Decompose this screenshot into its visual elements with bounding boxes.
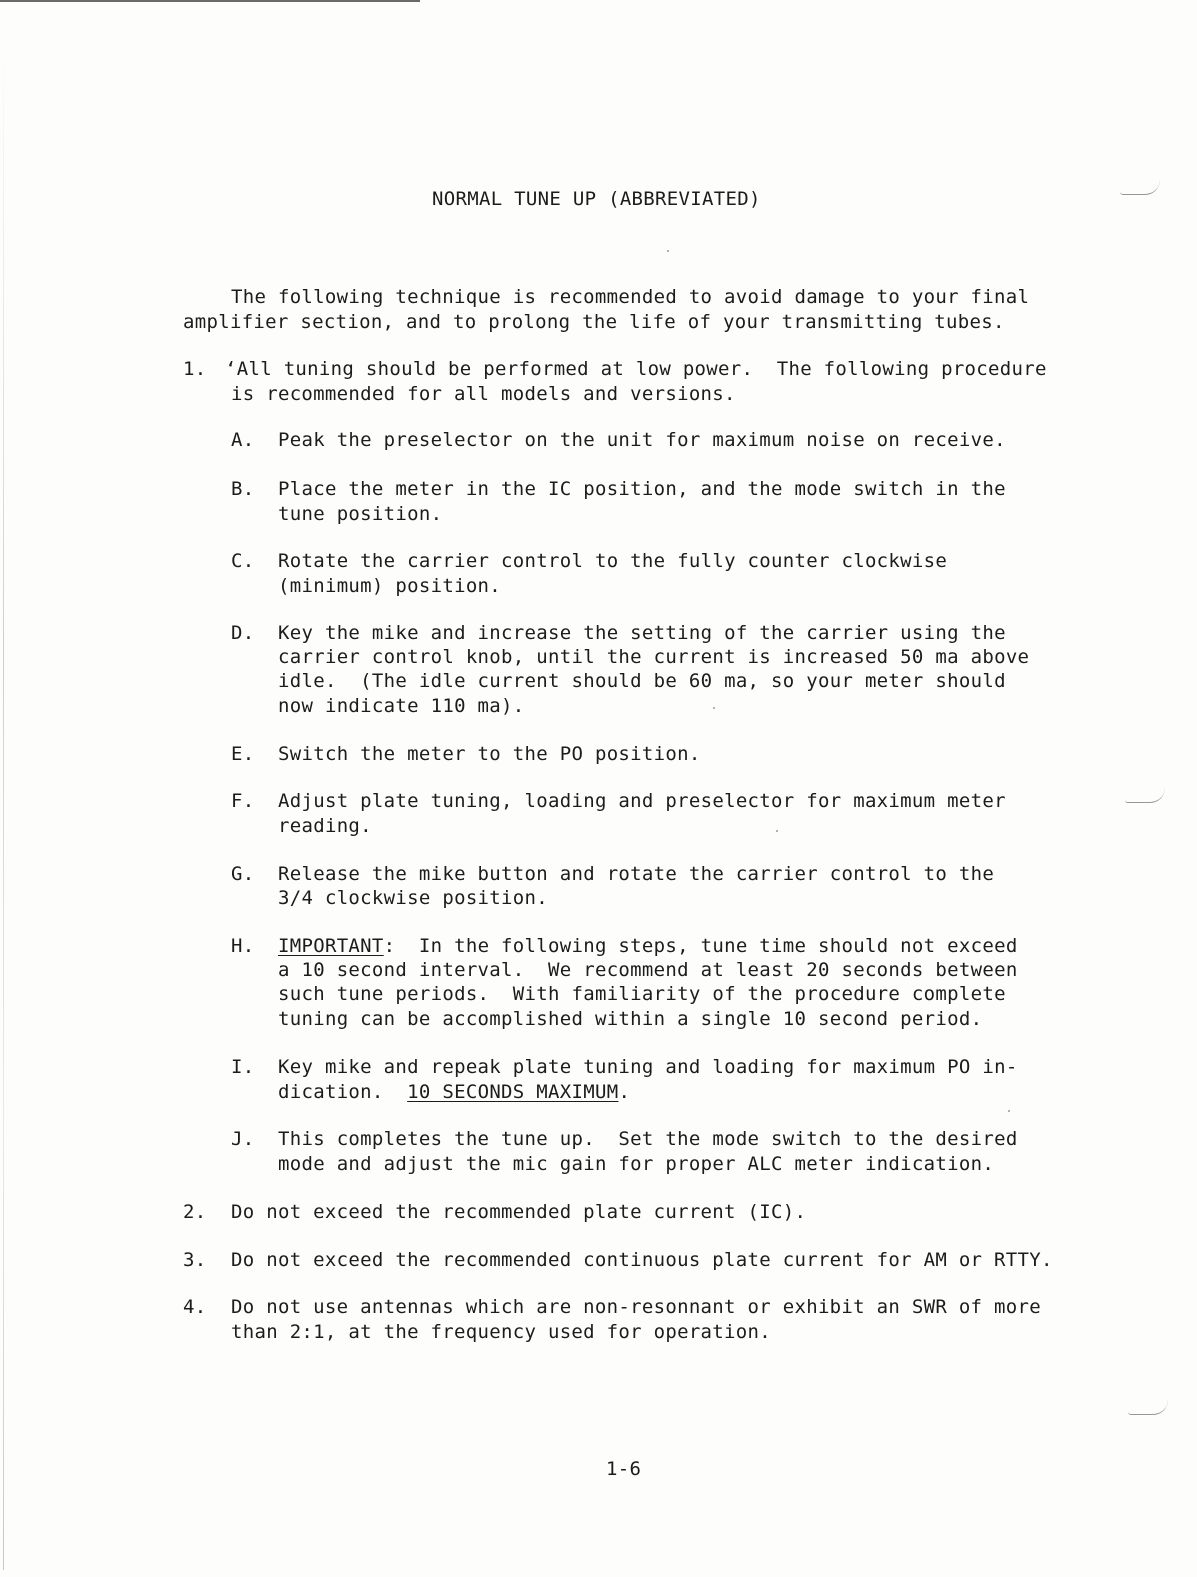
step-e-line-1: Switch the meter to the PO position. [278, 743, 701, 765]
step-e-letter: E. [231, 743, 255, 765]
step-h-line-4: tuning can be accomplished within a single 10 second period. [278, 1008, 983, 1030]
step-g-letter: G. [231, 863, 255, 885]
step-i-line-2 [278, 1080, 630, 1104]
step-d-letter: D. [231, 622, 255, 644]
step-c-line-2: (minimum) position. [278, 575, 502, 597]
step-f-letter: F. [231, 790, 255, 812]
step-d-line-4: now indicate 110 ma). [278, 695, 525, 717]
scan-speck [667, 250, 669, 252]
item-1-line-1: ‘All tuning should be performed at low power. The following procedure [225, 358, 1047, 380]
item-3-line-1: Do not exceed the recommended continuous plate current for AM or RTTY. [231, 1249, 1053, 1271]
step-i-letter: I. [231, 1056, 255, 1078]
step-h-letter: H. [231, 935, 255, 957]
ten-seconds-maximum: 10 SECONDS MAXIMUM [407, 1081, 619, 1103]
binder-hole-mark-top [1120, 180, 1160, 195]
intro-line-2: amplifier section, and to prolong the life of your transmitting tubes. [183, 311, 1005, 333]
top-rule [0, 0, 420, 2]
step-g-line-1: Release the mike button and rotate the carrier control to the [278, 863, 995, 885]
step-c-line-1: Rotate the carrier control to the fully counter clockwise [278, 550, 948, 572]
scan-speck [1008, 1110, 1010, 1112]
step-i-line-1: Key mike and repeak plate tuning and loading for maximum PO in- [278, 1056, 1018, 1078]
binder-hole-mark-bottom [1128, 1400, 1168, 1415]
step-h-line-1 [278, 934, 1018, 958]
page-number: 1-6 [606, 1458, 642, 1480]
item-2-number: 2. [183, 1201, 207, 1223]
important-label: IMPORTANT [278, 935, 384, 957]
step-d-line-1: Key the mike and increase the setting of the carrier using the [278, 622, 1006, 644]
step-b-line-2: tune position. [278, 503, 443, 525]
step-j-letter: J. [231, 1128, 255, 1150]
step-i-suffix: . [618, 1081, 631, 1103]
item-3-number: 3. [183, 1249, 207, 1271]
step-i-line-2-text: dication. [278, 1081, 408, 1103]
scan-speck [713, 707, 715, 709]
step-b-letter: B. [231, 478, 255, 500]
step-d-line-3: idle. (The idle current should be 60 ma, so your meter should [278, 670, 1006, 692]
scan-speck [776, 830, 778, 832]
step-a-letter: A. [231, 429, 255, 451]
step-g-line-2: 3/4 clockwise position. [278, 887, 548, 909]
item-4-number: 4. [183, 1296, 207, 1318]
step-h-line-2: a 10 second interval. We recommend at least 20 seconds between [278, 959, 1018, 981]
step-f-line-2: reading. [278, 815, 372, 837]
step-c-letter: C. [231, 550, 255, 572]
scan-edge [3, 40, 4, 1570]
item-1-number: 1. [183, 358, 207, 380]
step-h-line-1-text: : In the following steps, tune time should not exceed [383, 935, 1018, 957]
item-4-line-1: Do not use antennas which are non-resonnant or exhibit an SWR of more [231, 1296, 1041, 1318]
step-b-line-1: Place the meter in the IC position, and the mode switch in the [278, 478, 1006, 500]
step-j-line-2: mode and adjust the mic gain for proper ALC meter indication. [278, 1153, 995, 1175]
binder-hole-mark-middle [1125, 788, 1165, 803]
step-j-line-1: This completes the tune up. Set the mode switch to the desired [278, 1128, 1018, 1150]
step-d-line-2: carrier control knob, until the current is increased 50 ma above [278, 646, 1030, 668]
step-h-line-3: such tune periods. With familiarity of the procedure complete [278, 983, 1006, 1005]
item-1-line-2: is recommended for all models and versions. [231, 383, 736, 405]
item-4-line-2: than 2:1, at the frequency used for operation. [231, 1321, 771, 1343]
step-f-line-1: Adjust plate tuning, loading and preselector for maximum meter [278, 790, 1006, 812]
item-2-line-1: Do not exceed the recommended plate current (IC). [231, 1201, 807, 1223]
page-title: NORMAL TUNE UP (ABBREVIATED) [432, 188, 761, 210]
intro-line-1: The following technique is recommended to avoid damage to your final [231, 286, 1030, 308]
step-a-line-1: Peak the preselector on the unit for maximum noise on receive. [278, 429, 1006, 451]
